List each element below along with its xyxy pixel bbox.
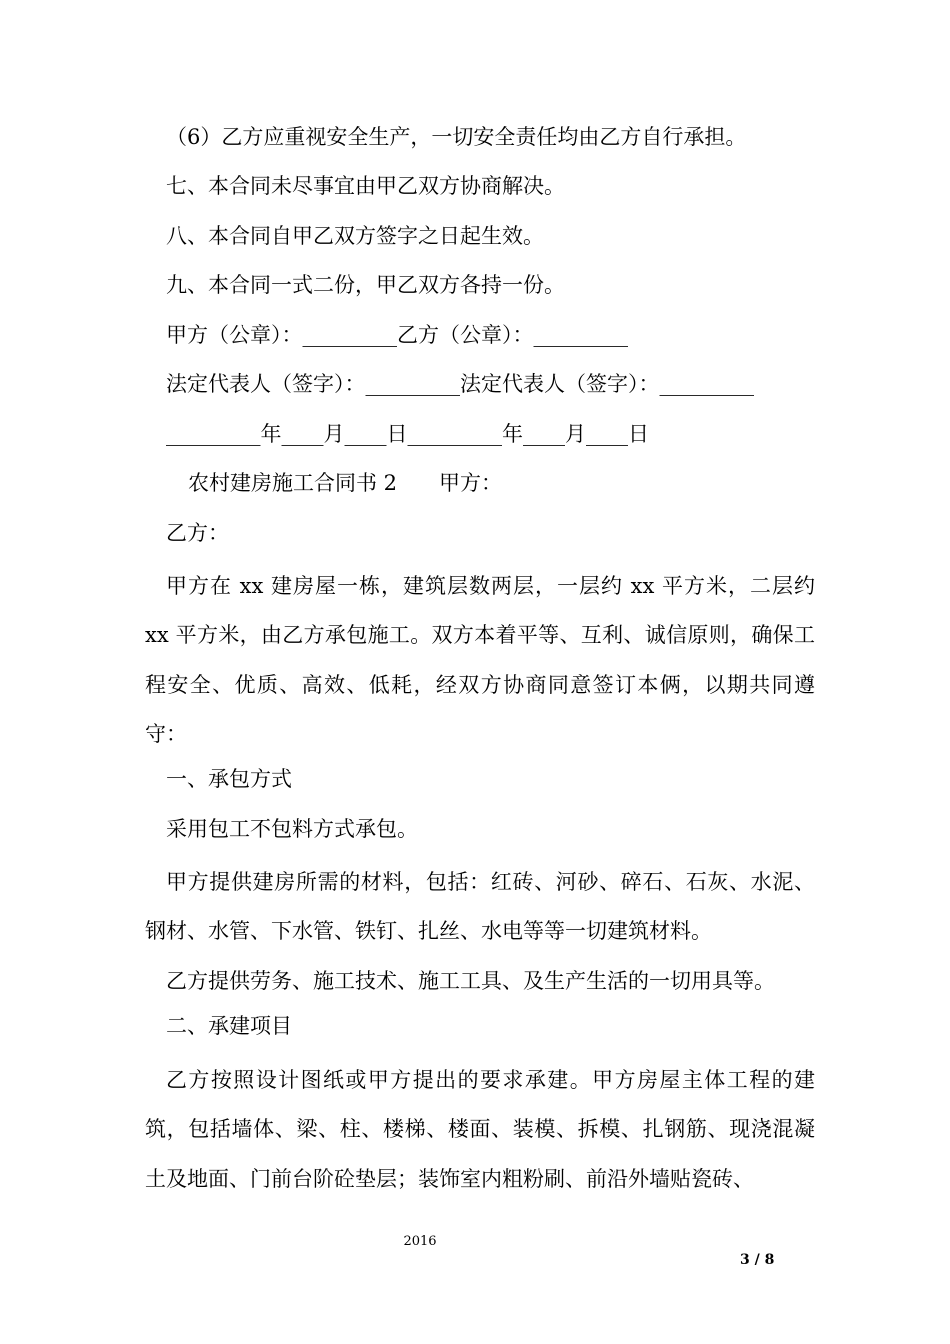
labor-paragraph: 乙方提供劳务、施工技术、施工工具、及生产生活的一切用具等。 [166,969,775,993]
materials-paragraph: 甲方提供建房所需的材料，包括：红砖、河砂、碎石、石灰、水泥、钢材、水管、下水管、铁钉、扎丝、水电等等一切建筑材料。 [145,870,815,944]
clause-7-line: 七、本合同未尽事宜由甲乙双方协商解决。 [166,174,565,198]
intro-paragraph: 甲方在 xx 建房屋一栋，建筑层数两层，一层约 xx 平方米，二层约 xx 平方米，由乙方承包施工。双方本着平等、互利、诚信原则，确保工程安全、优质、高效、低耗，经双方协商同意签订本俩，以期共同遵守： [145,574,815,746]
section-1-text: 采用包工不包料方式承包。 [166,817,418,841]
construction-scope-paragraph: 乙方按照设计图纸或甲方提出的要求承建。甲方房屋主体工程的建筑，包括墙体、梁、柱、楼梯、楼面、装模、拆模、扎钢筋、现浇混凝土及地面、门前台阶砼垫层；装饰室内粗粉刷、前沿外墙贴瓷砖、 [145,1068,815,1191]
contract-title-line: 农村建房施工合同书 2 甲方： [188,471,503,495]
section-2-heading: 二、承建项目 [166,1014,292,1038]
clause-6-line: （6）乙方应重视安全生产，一切安全责任均由乙方自行承担。 [166,125,747,149]
legal-representative-line: 法定代表人（签字）：_________法定代表人（签字）：_________ [166,372,754,396]
page-number: 3 / 8 [740,1252,775,1268]
signature-seal-line: 甲方（公章）：_________乙方（公章）：_________ [166,323,628,347]
section-1-heading: 一、承包方式 [166,767,292,791]
clause-9-line: 九、本合同一式二份，甲乙双方各持一份。 [166,273,565,297]
party-b-line: 乙方： [166,521,229,545]
date-line: _________年____月____日_________年____月____日 [166,422,649,446]
clause-8-line: 八、本合同自甲乙双方签字之日起生效。 [166,224,544,248]
footer-year: 2016 [403,1234,437,1249]
